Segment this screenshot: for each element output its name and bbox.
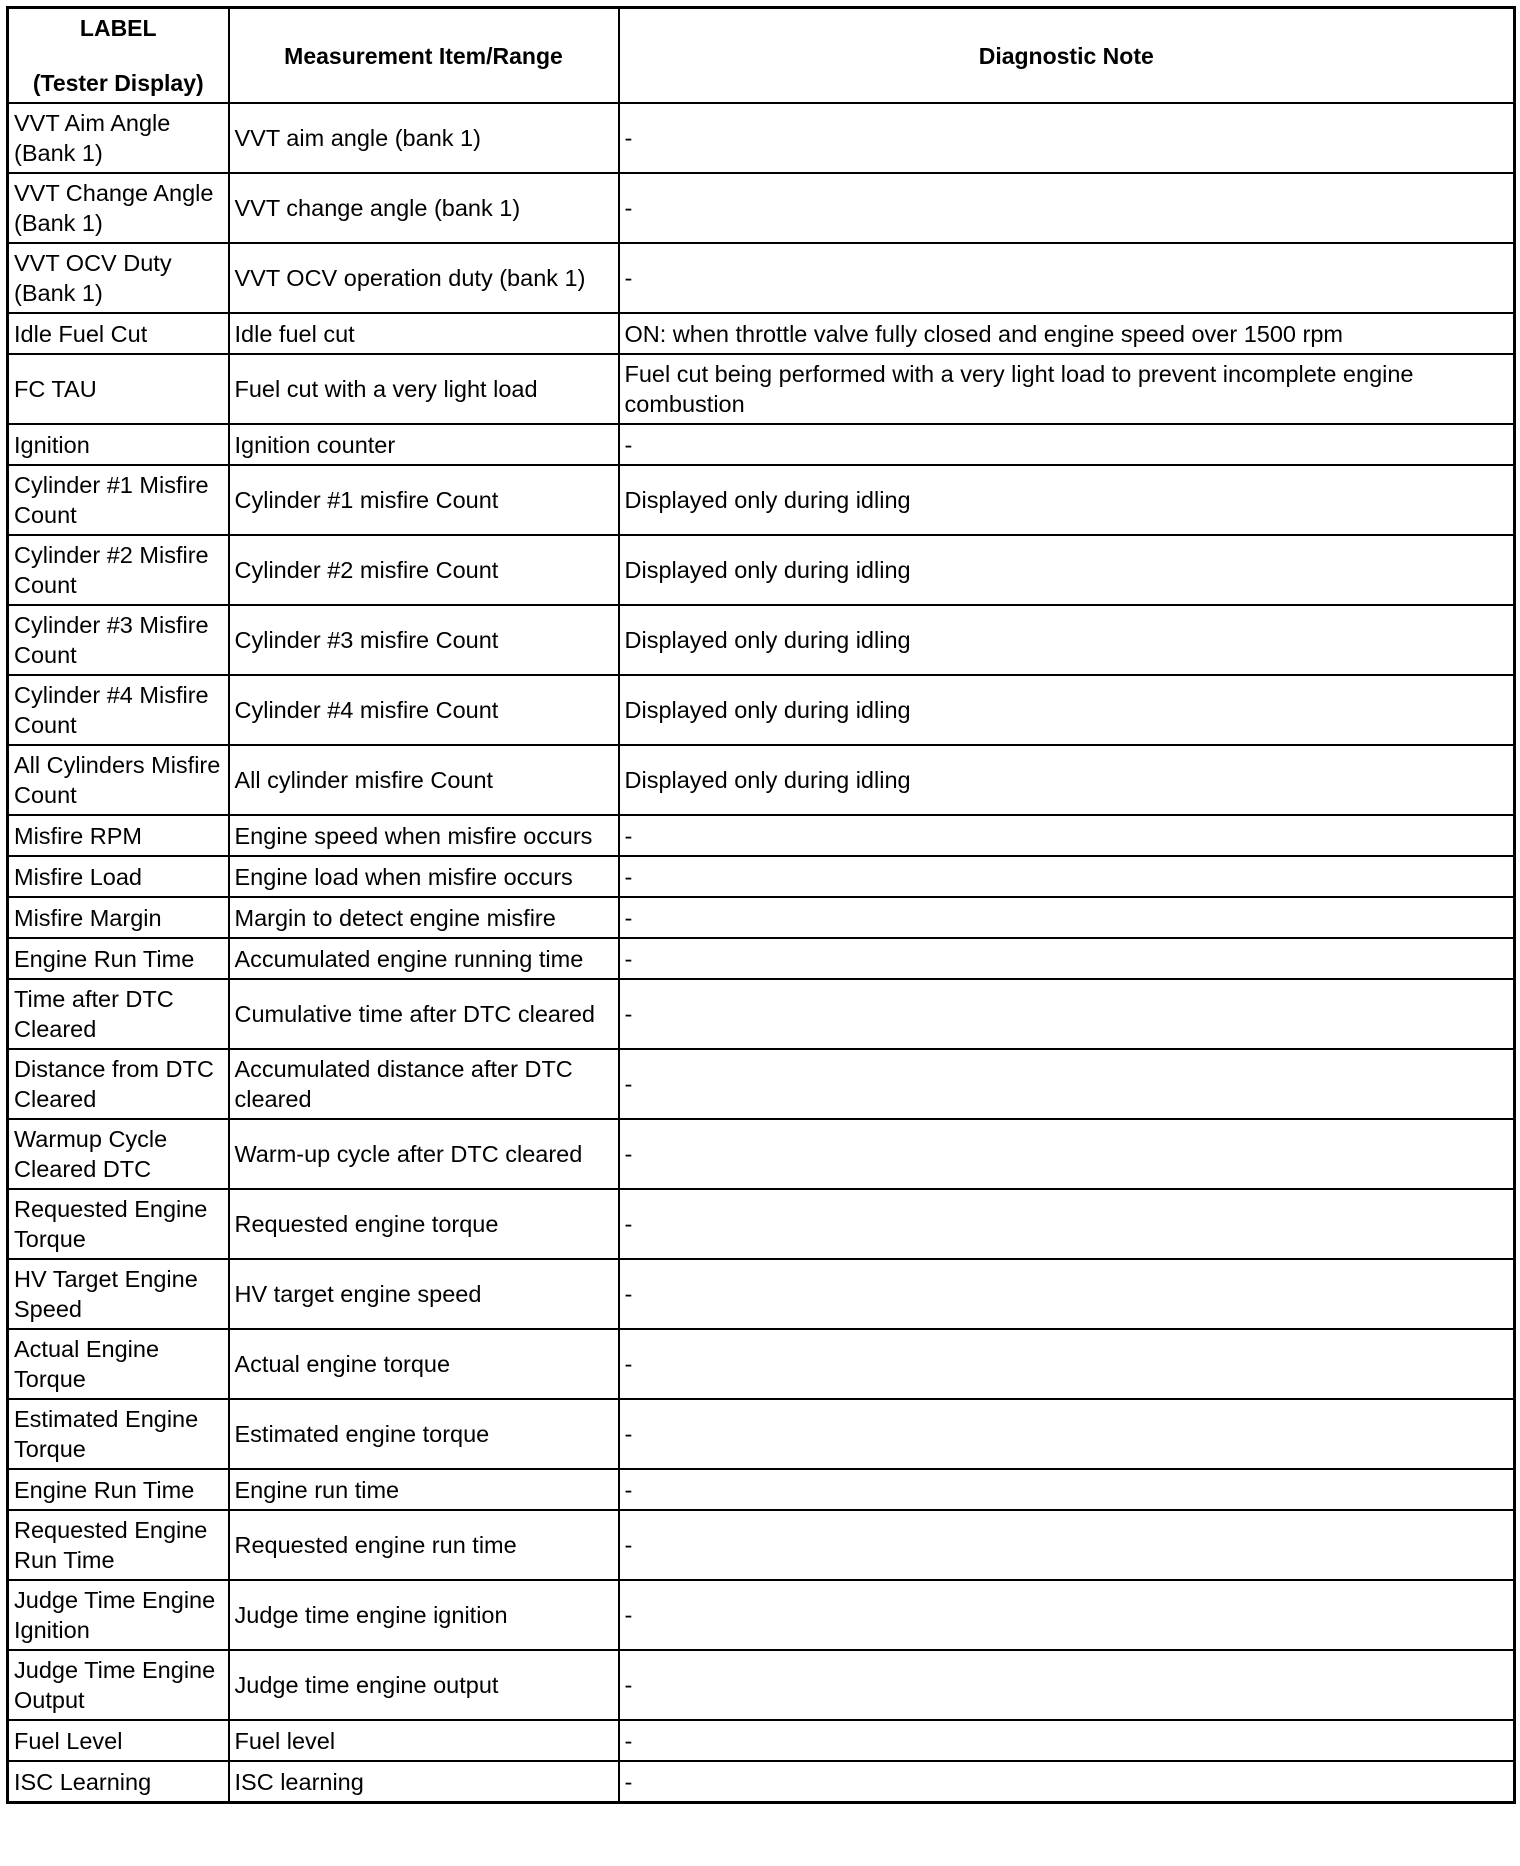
cell-label: Fuel Level	[8, 1720, 229, 1761]
cell-item: Actual engine torque	[229, 1329, 619, 1399]
cell-note: Displayed only during idling	[619, 465, 1515, 535]
table-row	[8, 1329, 1515, 1399]
cell-label: Cylinder #4 Misfire Count	[8, 675, 229, 745]
table-row	[8, 1720, 1515, 1761]
cell-item: Ignition counter	[229, 424, 619, 465]
table-row	[8, 675, 1515, 745]
cell-label: Misfire RPM	[8, 815, 229, 856]
table-row	[8, 535, 1515, 605]
cell-label: Requested Engine Run Time	[8, 1510, 229, 1580]
cell-label: Idle Fuel Cut	[8, 313, 229, 354]
cell-item: Warm-up cycle after DTC cleared	[229, 1119, 619, 1189]
table-row	[8, 424, 1515, 465]
cell-item: ISC learning	[229, 1761, 619, 1803]
cell-item: Accumulated engine running time	[229, 938, 619, 979]
cell-note: -	[619, 1329, 1515, 1399]
cell-note: ON: when throttle valve fully closed and engine speed over 1500 rpm	[619, 313, 1515, 354]
cell-item: VVT change angle (bank 1)	[229, 173, 619, 243]
cell-item: Estimated engine torque	[229, 1399, 619, 1469]
cell-item: Idle fuel cut	[229, 313, 619, 354]
cell-item: All cylinder misfire Count	[229, 745, 619, 815]
cell-label: Ignition	[8, 424, 229, 465]
cell-note: -	[619, 173, 1515, 243]
cell-item: Requested engine torque	[229, 1189, 619, 1259]
table-row	[8, 1510, 1515, 1580]
cell-label: Engine Run Time	[8, 938, 229, 979]
table-row	[8, 745, 1515, 815]
table-row	[8, 897, 1515, 938]
data-list-table	[6, 6, 1516, 1804]
cell-note: -	[619, 1510, 1515, 1580]
cell-note: Displayed only during idling	[619, 535, 1515, 605]
header-diagnostic-note: Diagnostic Note	[619, 8, 1515, 104]
table-row	[8, 1259, 1515, 1329]
table-row	[8, 815, 1515, 856]
cell-note: -	[619, 1580, 1515, 1650]
cell-item: Engine run time	[229, 1469, 619, 1510]
cell-item: Fuel level	[229, 1720, 619, 1761]
header-label	[8, 8, 229, 104]
cell-label: All Cylinders Misfire Count	[8, 745, 229, 815]
cell-label: Cylinder #1 Misfire Count	[8, 465, 229, 535]
cell-note: -	[619, 1469, 1515, 1510]
cell-note: -	[619, 1049, 1515, 1119]
cell-note: -	[619, 897, 1515, 938]
cell-label: Cylinder #3 Misfire Count	[8, 605, 229, 675]
cell-item: Fuel cut with a very light load	[229, 354, 619, 424]
cell-note: -	[619, 856, 1515, 897]
cell-label: Time after DTC Cleared	[8, 979, 229, 1049]
cell-item: Cylinder #2 misfire Count	[229, 535, 619, 605]
table-row	[8, 465, 1515, 535]
header-label-line1: LABEL	[79, 15, 157, 41]
table-row	[8, 938, 1515, 979]
table-row	[8, 1049, 1515, 1119]
cell-item: Cylinder #4 misfire Count	[229, 675, 619, 745]
cell-item: Engine speed when misfire occurs	[229, 815, 619, 856]
cell-item: HV target engine speed	[229, 1259, 619, 1329]
cell-label: Misfire Margin	[8, 897, 229, 938]
table-row	[8, 1580, 1515, 1650]
cell-note: -	[619, 1720, 1515, 1761]
cell-label: VVT OCV Duty (Bank 1)	[8, 243, 229, 313]
cell-label: Judge Time Engine Ignition	[8, 1580, 229, 1650]
cell-label: Cylinder #2 Misfire Count	[8, 535, 229, 605]
table-row	[8, 1399, 1515, 1469]
cell-label: Estimated Engine Torque	[8, 1399, 229, 1469]
cell-item: Judge time engine output	[229, 1650, 619, 1720]
table-row	[8, 243, 1515, 313]
cell-item: Engine load when misfire occurs	[229, 856, 619, 897]
cell-note: -	[619, 815, 1515, 856]
table-header-row	[8, 8, 1515, 104]
cell-note: -	[619, 424, 1515, 465]
cell-note: -	[619, 243, 1515, 313]
cell-note: -	[619, 103, 1515, 173]
table-row	[8, 103, 1515, 173]
cell-label: VVT Aim Angle (Bank 1)	[8, 103, 229, 173]
table-row	[8, 1469, 1515, 1510]
cell-note: Displayed only during idling	[619, 605, 1515, 675]
cell-note: -	[619, 1399, 1515, 1469]
table-row	[8, 354, 1515, 424]
cell-label: HV Target Engine Speed	[8, 1259, 229, 1329]
table-row	[8, 979, 1515, 1049]
cell-note: Fuel cut being performed with a very light load to prevent incomplete engine combustion	[619, 354, 1515, 424]
header-label-line2: (Tester Display)	[32, 70, 204, 96]
cell-label: Requested Engine Torque	[8, 1189, 229, 1259]
table-row	[8, 1189, 1515, 1259]
cell-item: VVT aim angle (bank 1)	[229, 103, 619, 173]
cell-note: -	[619, 1259, 1515, 1329]
table-row	[8, 856, 1515, 897]
document-page	[6, 6, 1516, 1804]
cell-label: Warmup Cycle Cleared DTC	[8, 1119, 229, 1189]
cell-label: ISC Learning	[8, 1761, 229, 1803]
cell-note: -	[619, 938, 1515, 979]
table-row	[8, 605, 1515, 675]
cell-label: Judge Time Engine Output	[8, 1650, 229, 1720]
cell-note: -	[619, 979, 1515, 1049]
table-row	[8, 313, 1515, 354]
cell-label: Distance from DTC Cleared	[8, 1049, 229, 1119]
cell-item: Judge time engine ignition	[229, 1580, 619, 1650]
cell-label: Actual Engine Torque	[8, 1329, 229, 1399]
table-row	[8, 173, 1515, 243]
cell-note: -	[619, 1761, 1515, 1803]
cell-item: Cylinder #1 misfire Count	[229, 465, 619, 535]
cell-item: Margin to detect engine misfire	[229, 897, 619, 938]
table-row	[8, 1119, 1515, 1189]
cell-note: -	[619, 1189, 1515, 1259]
cell-label: Engine Run Time	[8, 1469, 229, 1510]
table-row	[8, 1761, 1515, 1803]
header-measurement-item: Measurement Item/Range	[229, 8, 619, 104]
cell-label: VVT Change Angle (Bank 1)	[8, 173, 229, 243]
cell-note: -	[619, 1119, 1515, 1189]
cell-label: FC TAU	[8, 354, 229, 424]
cell-item: Cumulative time after DTC cleared	[229, 979, 619, 1049]
cell-item: Cylinder #3 misfire Count	[229, 605, 619, 675]
cell-note: -	[619, 1650, 1515, 1720]
cell-item: Requested engine run time	[229, 1510, 619, 1580]
cell-item: VVT OCV operation duty (bank 1)	[229, 243, 619, 313]
cell-note: Displayed only during idling	[619, 675, 1515, 745]
cell-item: Accumulated distance after DTC cleared	[229, 1049, 619, 1119]
cell-label: Misfire Load	[8, 856, 229, 897]
table-row	[8, 1650, 1515, 1720]
cell-note: Displayed only during idling	[619, 745, 1515, 815]
